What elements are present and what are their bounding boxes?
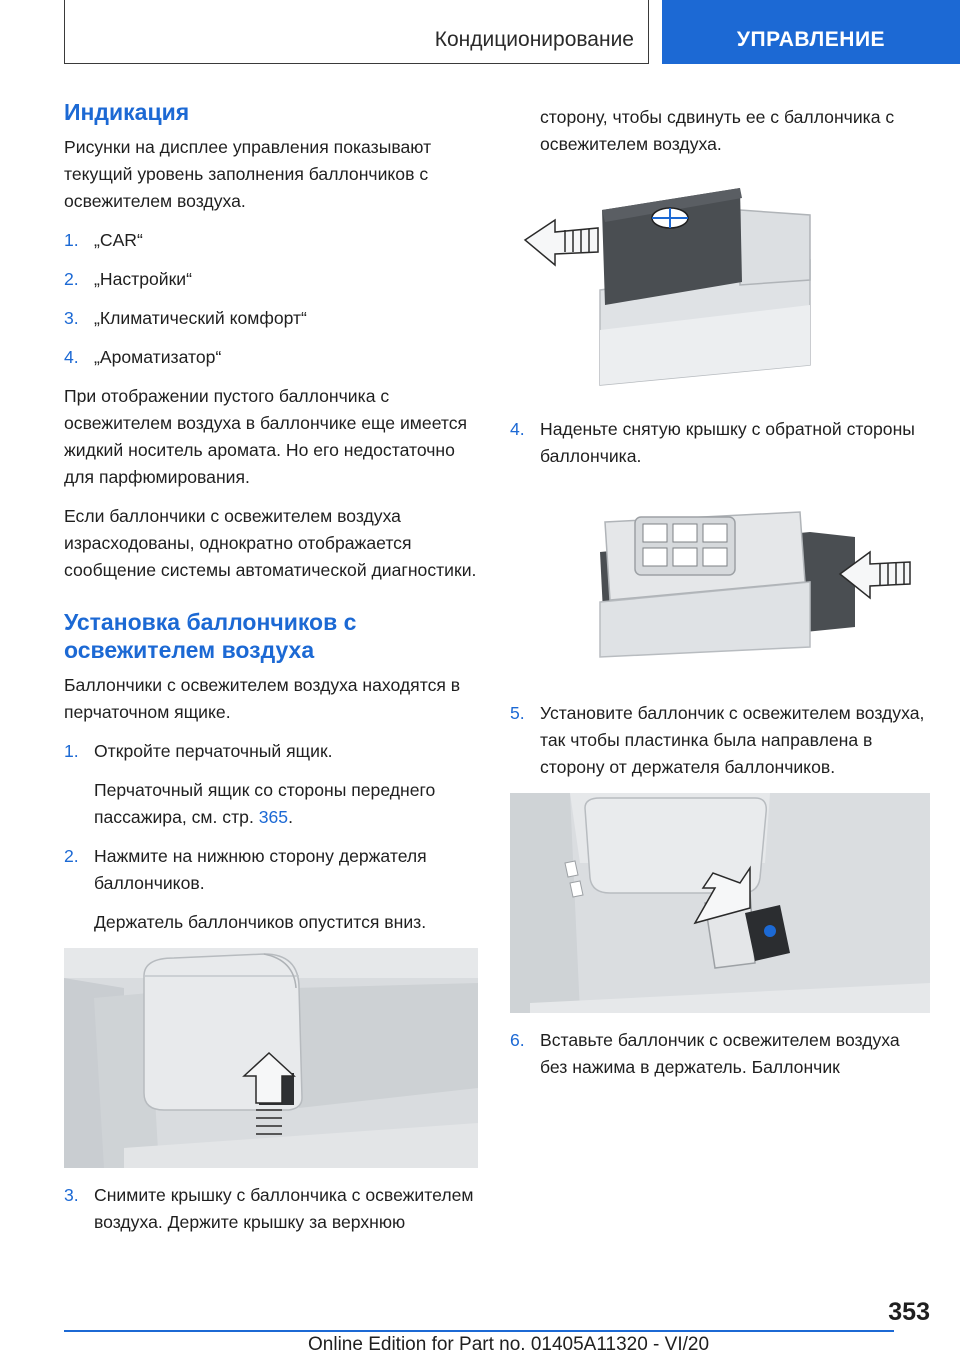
paragraph-used-cartridge: Если баллончики с освежителем воздуха израсходованы, однократно отображается сообщение системы автоматической диагностики. — [64, 506, 477, 580]
install-step-4 — [510, 416, 930, 470]
footer-divider — [64, 1330, 894, 1332]
step-number: 3. — [64, 308, 79, 328]
heading-install: Установка баллончиков с освежителем воздуха — [64, 609, 357, 663]
install-step-6 — [510, 1027, 930, 1081]
install-step-2 — [64, 843, 478, 897]
step-text: Откройте перчаточный ящик. — [94, 741, 333, 761]
install-step-2-note: Держатель баллончиков опустится вниз. — [94, 912, 427, 932]
heading-indication: Индикация — [64, 99, 190, 125]
footer-edition: Online Edition for Part no. 01405A11320 - VI/20 — [308, 1334, 710, 1355]
paragraph-empty-cartridge: При отображении пустого баллончика с освежителем воздуха в баллончике еще имеется жидкий носитель аромата. Но его недостаточно для парфюмирования. — [64, 386, 468, 487]
step-text: Нажмите на нижнюю сторону держателя баллончиков. — [94, 846, 427, 893]
step-text: „Настройки“ — [94, 269, 192, 289]
step-number: 2. — [64, 846, 79, 866]
menu-step-2 — [64, 266, 478, 293]
figure-glovebox-holder — [64, 948, 478, 1168]
menu-step-4 — [64, 344, 478, 371]
header-section-title: Кондиционирование — [434, 28, 634, 51]
menu-step-3 — [64, 305, 478, 332]
step-text: „Ароматизатор“ — [94, 347, 222, 367]
figure-reverse-cap — [510, 482, 930, 682]
step-number: 2. — [64, 269, 79, 289]
step-number: 6. — [510, 1030, 525, 1050]
header-chapter-tab[interactable]: УПРАВЛЕНИЕ — [662, 0, 960, 64]
install-step-1 — [64, 738, 478, 765]
install-step-1-note — [64, 777, 478, 831]
install-step-5 — [510, 700, 930, 781]
step-number: 1. — [64, 741, 79, 761]
install-step-3 — [64, 1182, 478, 1236]
page-number: 353 — [888, 1298, 930, 1326]
step-text: „Климатический комфорт“ — [94, 308, 307, 328]
paragraph-install: Баллончики с освежителем воздуха находятся в перчаточном ящике. — [64, 675, 461, 722]
page-link-365[interactable]: 365 — [258, 807, 289, 827]
step-text: Снимите крышку с баллончика с освежителем воздуха. Держите крышку за верхнюю — [94, 1185, 474, 1232]
left-column — [64, 98, 478, 1248]
menu-step-1 — [64, 227, 478, 254]
figure-remove-cap — [510, 170, 930, 400]
step-text: „CAR“ — [94, 230, 143, 250]
step-number: 3. — [64, 1185, 79, 1205]
install-step-3-continued: сторону, чтобы сдвинуть ее с баллончика с освежителем воздуха. — [540, 107, 895, 154]
note-text: Перчаточный ящик со стороны переднего пассажира, см. стр. — [94, 780, 436, 827]
step-text: Наденьте снятую крышку с обратной стороны баллончика. — [540, 419, 915, 466]
right-column — [510, 104, 930, 1093]
step-text: Установите баллончик с освежителем воздуха, так чтобы пластинка была направлена в сторону от держателя баллончиков. — [540, 703, 925, 777]
header-section-box — [64, 0, 649, 64]
paragraph-indication: Рисунки на дисплее управления показывают текущий уровень заполнения баллончиков с освежителем воздуха. — [64, 137, 432, 211]
step-number: 4. — [510, 419, 525, 439]
step-text: Вставьте баллончик с освежителем воздуха без нажима в держатель. Баллончик — [540, 1030, 900, 1077]
figure-insert-cartridge — [510, 793, 930, 1013]
step-number: 1. — [64, 230, 79, 250]
step-number: 4. — [64, 347, 79, 367]
note-text-end: . — [288, 807, 293, 827]
step-number: 5. — [510, 703, 525, 723]
